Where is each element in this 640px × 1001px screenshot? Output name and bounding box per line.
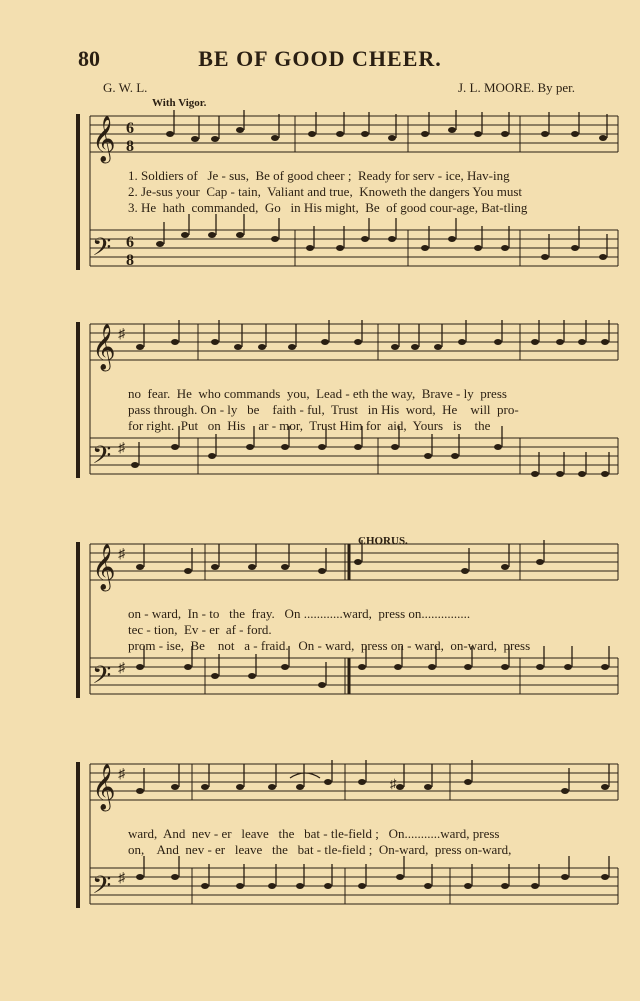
svg-text:𝄞: 𝄞	[92, 324, 116, 369]
lyric-line-verse-3: for right. Put on His ar - mor, Trust Him for aid, Yours is the	[128, 418, 491, 433]
svg-text:♯: ♯	[118, 327, 125, 342]
page-number: 80	[78, 46, 100, 71]
lyric-line-verse-1: no fear. He who commands you, Lead - eth the way, Brave - ly press	[128, 386, 507, 401]
svg-text:♯: ♯	[390, 776, 397, 791]
lyric-line-verse-1: 1. Soldiers of Je - sus, Be of good cheer ; Ready for serv - ice, Hav-ing	[128, 168, 510, 183]
music-system-3	[0, 536, 640, 721]
svg-text:♯: ♯	[118, 441, 125, 456]
svg-text:𝄢: 𝄢	[92, 442, 112, 475]
svg-text:6: 6	[126, 120, 134, 137]
lyric-line-verse-2: tec - tion, Ev - er af - ford.	[128, 622, 272, 637]
composer-credit: J. L. MOORE. By per.	[458, 80, 575, 95]
song-title: BE OF GOOD CHEER.	[198, 46, 442, 71]
svg-text:𝄢: 𝄢	[92, 234, 112, 267]
lyricist-credit: G. W. L.	[103, 80, 148, 95]
svg-text:𝄢: 𝄢	[92, 662, 112, 695]
svg-text:8: 8	[126, 138, 134, 155]
lyric-line-verse-2: on, And nev - er leave the bat - tle-field ; On-ward, press on-ward,	[128, 842, 512, 857]
tempo-marking: With Vigor.	[152, 97, 207, 109]
svg-text:𝄞: 𝄞	[92, 544, 116, 589]
music-system-4	[0, 756, 640, 936]
chorus-label: CHORUS.	[358, 535, 408, 547]
lyric-line-verse-1: ward, And nev - er leave the bat - tle-field ; On...........ward, press	[128, 826, 500, 841]
page-header	[0, 46, 640, 76]
svg-text:♯: ♯	[118, 871, 125, 886]
lyric-line-verse-2: pass through. On - ly be faith - ful, Trust in His word, He will pro-	[128, 402, 519, 417]
svg-text:♯: ♯	[118, 547, 125, 562]
music-system-2	[0, 316, 640, 506]
svg-text:♯: ♯	[118, 661, 125, 676]
lyric-line-verse-1: on - ward, In - to the fray. On ............ward, press on...............	[128, 606, 471, 621]
svg-text:𝄢: 𝄢	[92, 872, 112, 905]
music-system-1	[0, 108, 640, 303]
svg-text:6: 6	[126, 234, 134, 251]
lyric-line-verse-3: prom - ise, Be not a - fraid. On - ward, press on - ward, on-ward, press	[128, 638, 531, 653]
svg-text:♯: ♯	[118, 767, 125, 782]
svg-text:𝄞: 𝄞	[92, 116, 116, 161]
svg-text:𝄞: 𝄞	[92, 764, 116, 809]
lyric-line-verse-3: 3. He hath commanded, Go in His might, Be of good cour-age, Bat-tling	[128, 200, 528, 215]
lyric-line-verse-2: 2. Je-sus your Cap - tain, Valiant and true, Knoweth the dangers You must	[128, 184, 523, 199]
svg-text:8: 8	[126, 252, 134, 269]
